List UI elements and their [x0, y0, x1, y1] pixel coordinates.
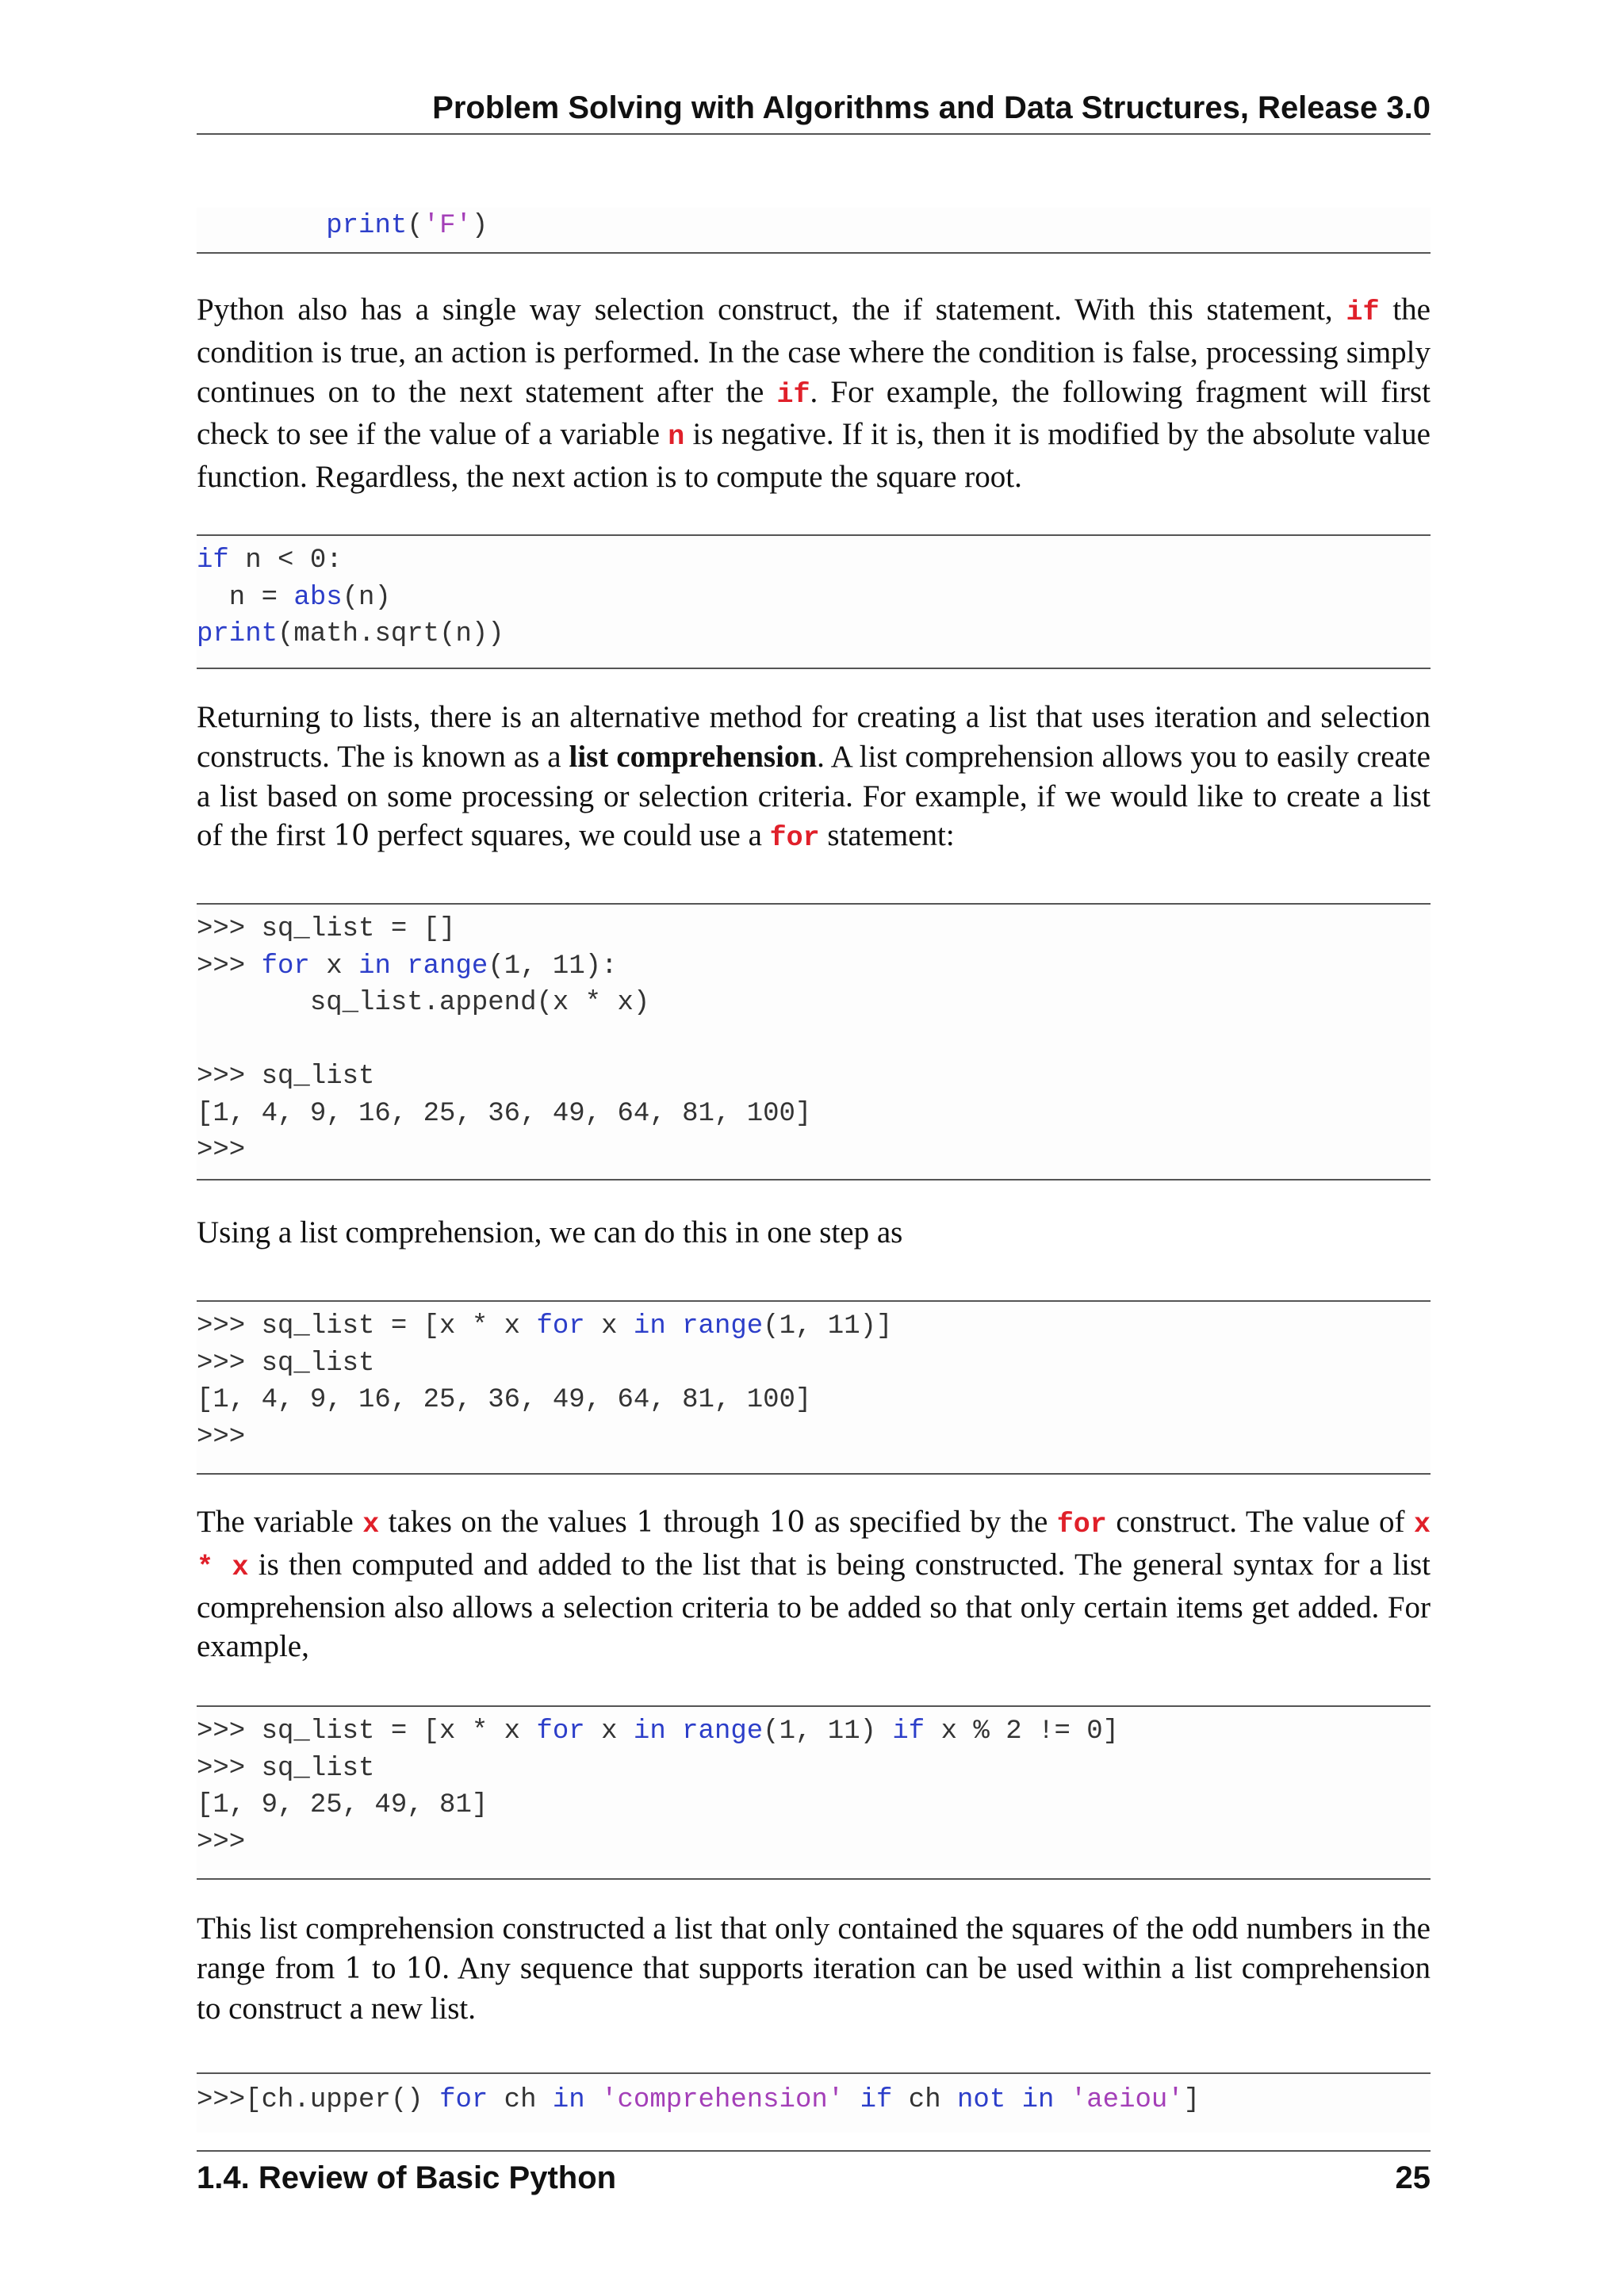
code-string: 'aeiou'	[1070, 2085, 1184, 2115]
code-text	[585, 2085, 601, 2115]
code-text: >>> sq_list	[197, 1753, 375, 1784]
code-line	[197, 542, 1431, 580]
code-text: [1, 9, 25, 49, 81]	[197, 1790, 488, 1820]
code-text: >>> sq_list = [x * x	[197, 1311, 537, 1341]
code-keyword: in	[1021, 2085, 1055, 2115]
code-keyword: for	[261, 951, 310, 982]
code-keyword: for	[439, 2085, 488, 2115]
inline-code-x-times-x: x * x	[197, 1509, 1431, 1583]
code-text: >>>[ch.upper()	[197, 2085, 440, 2115]
code-text: x	[584, 1311, 634, 1341]
code-text: (n)	[342, 582, 391, 613]
code-keyword: for	[536, 1716, 585, 1747]
code-keyword: range	[407, 951, 488, 982]
code-line	[197, 985, 1431, 1022]
footer-section-title: 1.4. Review of Basic Python	[197, 2160, 617, 2195]
code-text: x % 2 != 0]	[925, 1716, 1120, 1747]
code-line	[197, 2082, 1431, 2119]
code-text: ]	[1183, 2085, 1201, 2115]
inline-code-if: if	[1346, 297, 1380, 328]
code-keyword: in	[552, 2085, 585, 2115]
header-title: Problem Solving with Algorithms and Data Structures, Release 3.0	[432, 90, 1431, 125]
code-text: >>> sq_list = [x * x	[197, 1716, 537, 1747]
running-header	[197, 86, 1431, 135]
code-string: 'F'	[423, 211, 472, 241]
code-keyword: range	[682, 1311, 764, 1341]
code-line	[197, 1713, 1431, 1751]
term-list-comprehension: list comprehension	[569, 739, 818, 774]
code-line	[197, 948, 1431, 985]
code-text: x	[309, 951, 359, 982]
code-text: (math.sqrt(n))	[278, 619, 504, 649]
code-line	[197, 911, 1431, 948]
code-text: >>>	[197, 1135, 246, 1165]
code-text: ch	[892, 2085, 958, 2115]
paragraph-if-statement: Python also has a single way selection construct, the if statement. With this statement, if the condition is true, an action is performed. In the case where the condition is false, processing simply continues on to the next statement after the if. For example, the following fragment will first check to see if the value of a variable n is negative. If it is, then it is modified by the absolute value function. Regardless, the next action is to compute the square root.	[197, 293, 1431, 495]
code-line	[197, 1382, 1431, 1419]
code-line	[197, 1058, 1431, 1096]
code-line	[197, 1751, 1431, 1788]
code-line	[197, 1824, 1431, 1862]
code-text: (1, 11)	[763, 1716, 893, 1747]
code-line	[197, 1022, 1431, 1059]
code-block-if	[197, 534, 1431, 669]
code-line	[197, 1308, 1431, 1345]
code-keyword: if	[197, 545, 229, 576]
code-text: >>>	[197, 1422, 246, 1452]
code-keyword: abs	[293, 582, 343, 613]
code-text: n < 0:	[228, 545, 343, 576]
code-keyword: in	[358, 951, 391, 982]
code-text: >>> sq_list	[197, 1062, 375, 1092]
code-text	[391, 951, 407, 982]
code-block-for-loop	[197, 903, 1431, 1181]
code-text: (	[407, 211, 423, 241]
code-line	[197, 1419, 1431, 1456]
code-line	[197, 616, 1431, 653]
code-text: sq_list.append(x * x)	[197, 988, 650, 1018]
inline-code-n: n	[668, 421, 685, 453]
code-text: >>> sq_list	[197, 1348, 375, 1379]
page-footer	[197, 2150, 1431, 2204]
code-text	[844, 2085, 860, 2115]
paragraph-odd-numbers: This list comprehension constructed a list that only contained the squares of the odd numbers in the range from 1 to 10. Any sequence that supports iteration can be used within a list comprehension to construct a new list.	[197, 1911, 1431, 2026]
code-line	[197, 1787, 1431, 1824]
code-line	[197, 208, 1431, 245]
code-text: [1, 4, 9, 16, 25, 36, 49, 64, 81, 100]	[197, 1098, 812, 1129]
code-line	[197, 1132, 1431, 1169]
code-line	[197, 1345, 1431, 1383]
inline-code-if: if	[776, 378, 810, 411]
code-keyword: range	[682, 1716, 764, 1747]
code-text: x	[584, 1716, 634, 1747]
code-text: n =	[197, 582, 294, 613]
inline-code-for: for	[769, 822, 820, 855]
code-text	[666, 1716, 682, 1747]
code-keyword: for	[536, 1311, 585, 1341]
code-text: [1, 4, 9, 16, 25, 36, 49, 64, 81, 100]	[197, 1385, 812, 1415]
code-block-print	[197, 208, 1431, 254]
code-keyword: in	[633, 1311, 666, 1341]
code-keyword: print	[197, 619, 278, 649]
code-line	[197, 1096, 1431, 1133]
code-block-upper	[197, 2072, 1431, 2133]
code-block-odd-squares	[197, 1705, 1431, 1880]
code-text: >>>	[197, 1827, 246, 1858]
code-text: ch	[488, 2085, 553, 2115]
paragraph-one-step: Using a list comprehension, we can do this in one step as	[197, 1215, 903, 1249]
code-keyword: if	[860, 2085, 893, 2115]
code-text	[666, 1311, 682, 1341]
code-line	[197, 580, 1431, 617]
code-text	[1005, 2085, 1021, 2115]
code-text	[197, 211, 326, 241]
code-keyword: if	[892, 1716, 925, 1747]
code-text: (1, 11):	[488, 951, 618, 982]
code-keyword: print	[326, 211, 408, 241]
code-block-comprehension	[197, 1300, 1431, 1475]
paragraph-list-comprehension: Returning to lists, there is an alternative method for creating a list that uses iteration and selection constructs. The is known as a list comprehension. A list comprehension allows you to easily create a list based on some processing or selection criteria. For example, if we would like to create a list of the first 10 perfect squares, we could use a for statement:	[197, 700, 1431, 855]
code-text	[1054, 2085, 1070, 2115]
code-text: >>>	[197, 951, 262, 982]
code-keyword: not	[957, 2085, 1006, 2115]
code-text: >>> sq_list = []	[197, 914, 456, 944]
footer-page-number: 25	[1395, 2160, 1431, 2195]
inline-code-for: for	[1056, 1509, 1107, 1540]
code-string: 'comprehension'	[601, 2085, 845, 2115]
inline-code-x: x	[362, 1509, 380, 1540]
code-text: )	[471, 211, 488, 241]
code-text: (1, 11)]	[763, 1311, 893, 1341]
paragraph-variable-x: The variable x takes on the values 1 through 10 as specified by the for construct. The value of x * x is then computed and added to the list that is being constructed. The general syntax for a list comprehension also allows a selection criteria to be added so that only certain items get added. For example,	[197, 1505, 1431, 1664]
code-keyword: in	[633, 1716, 666, 1747]
